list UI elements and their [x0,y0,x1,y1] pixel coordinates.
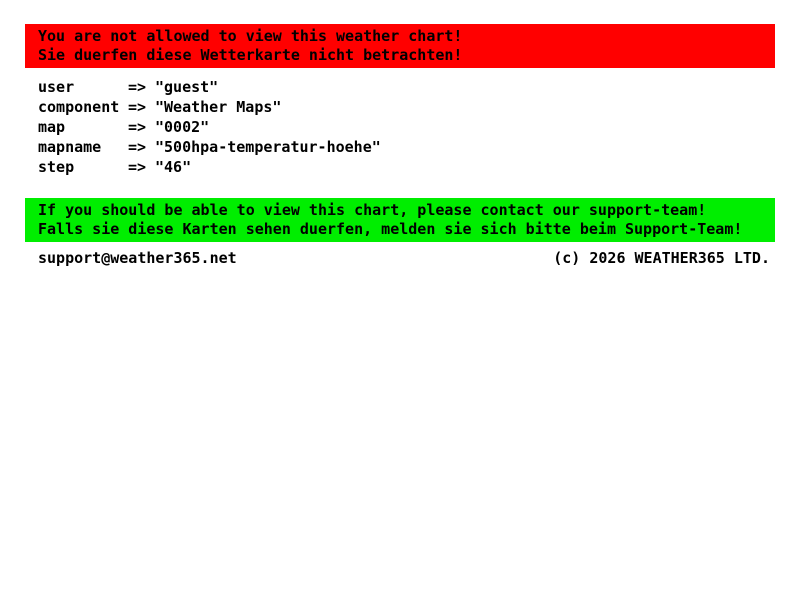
info-banner [25,198,775,242]
detail-value: "46" [155,158,192,176]
error-banner [25,24,775,68]
detail-key: user [38,78,75,96]
error-message-de: Sie duerfen diese Wetterkarte nicht betrachten! [38,46,463,64]
detail-value: "0002" [155,118,210,136]
detail-value: "500hpa-temperatur-hoehe" [155,138,381,156]
arrow-glyph: => [128,158,147,176]
arrow-glyph: => [128,78,147,96]
arrow-glyph: => [128,118,147,136]
detail-value: "guest" [155,78,219,96]
arrow-glyph: => [128,98,147,116]
footer [25,248,775,268]
error-message-en: You are not allowed to view this weather chart! [38,27,463,45]
info-message-de: Falls sie diese Karten sehen duerfen, melden sie sich bitte beim Support-Team! [38,220,743,238]
detail-row-user [38,77,381,97]
arrow-glyph: => [128,138,147,156]
info-message-en: If you should be able to view this chart, please contact our support-team! [38,201,707,219]
detail-key: step [38,158,75,176]
detail-key: map [38,118,66,136]
detail-row-mapname [38,137,381,157]
copyright-notice: (c) 2026 WEATHER365 LTD. [553,249,770,267]
detail-key: component [38,98,120,116]
support-email: support@weather365.net [38,249,237,267]
detail-key: mapname [38,138,102,156]
detail-value: "Weather Maps" [155,98,282,116]
request-details [38,77,381,177]
detail-row-step [38,157,381,177]
detail-row-map [38,117,381,137]
detail-row-component [38,97,381,117]
